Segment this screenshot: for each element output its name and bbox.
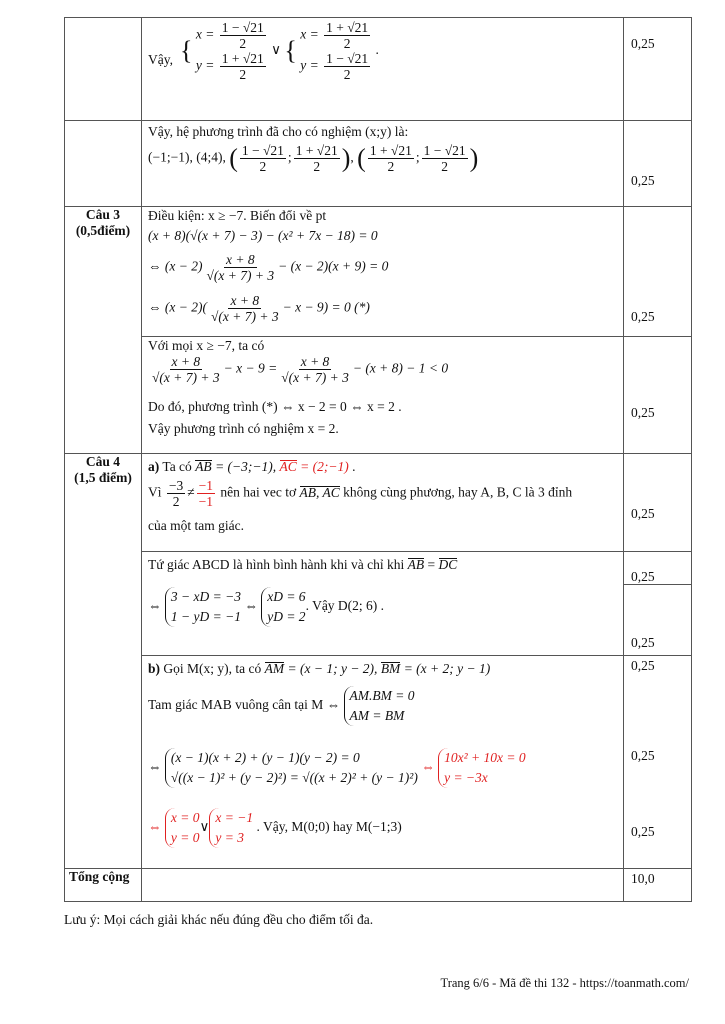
text-line: Do đó, phương trình (*) ⇔ x − 2 = 0 ⇔ x = 2 .	[148, 399, 402, 414]
score-cell	[624, 454, 692, 552]
question-label: Câu 3	[85, 207, 121, 222]
score: 0,25	[631, 824, 655, 839]
equation-line: ⇔ 3 − xD = −3 1 − yD = −1 ⇔ xD = 6 yD = 2. Vậy D(2; 6) .	[148, 587, 384, 627]
score: 0,25	[631, 569, 655, 584]
text-line: Tứ giác ABCD là hình bình hành khi và chỉ khi AB = DC	[148, 557, 458, 572]
equation-line: ⇔ (x − 2) $\frac{x + 8}{√(x + 7) + 3}$ − (x − 2)(x + 9) = 0	[148, 252, 389, 283]
question-cell	[65, 121, 142, 207]
solution-cell	[142, 207, 624, 337]
solution-intro: Vậy, hệ phương trình đã cho có nghiệm (x;y) là:	[148, 124, 409, 139]
condition-line: Điều kiện: x ≥ −7. Biến đổi về pt	[148, 208, 327, 223]
equation-line: ⇔ (x − 2)( $\frac{x + 8}{√(x + 7) + 3}$ − x − 9) = 0 (*)	[148, 293, 370, 324]
score-cell	[624, 207, 692, 337]
conclusion-prefix: Vậy,	[148, 52, 173, 67]
total-cell	[624, 869, 692, 902]
score: 0,25	[631, 309, 655, 324]
score-cell	[624, 656, 692, 869]
equation-line: $\frac{x + 8}{√(x + 7) + 3}$ − x − 9 = $\frac{x + 8}{√(x + 7) + 3}$ − (x + 8) − 1 < 0	[152, 354, 449, 385]
question-points: (1,5 điểm)	[74, 470, 132, 485]
page-footer: Trang 6/6 - Mã đề thi 132 - https://toanmath.com/	[440, 976, 689, 990]
solution-system-1: { x = $\frac{1 - √21}{2}$ y = $\frac{1 + √21}{2}$ ∨ { x = $\frac{1 + √21}{2}$ y = $\frac{1 - √21}{2}$ .	[180, 20, 379, 82]
answer-table	[64, 17, 692, 902]
question-points: (0,5điểm)	[75, 223, 131, 238]
equation-line: ⇔ x = 0 y = 0∨x = −1 y = 3 . Vậy, M(0;0) hay M(−1;3)	[148, 808, 402, 848]
text-line: Vậy phương trình có nghiệm x = 2.	[148, 421, 339, 436]
solution-cell	[142, 656, 624, 869]
total-value: 10,0	[631, 871, 655, 886]
score-cell	[624, 337, 692, 454]
question-cell	[65, 207, 142, 454]
score: 0,25	[631, 405, 655, 420]
question-cell	[65, 454, 142, 869]
text-line: Tam giác MAB vuông cân tại M ⇔ AM.BM = 0 AM = BM	[148, 686, 415, 726]
vector-line: a) Ta có AB = (−3;−1), AC = (2;−1) .	[148, 459, 356, 474]
vector-line: b) Gọi M(x; y), ta có AM = (x − 1; y − 2), BM = (x + 2; y − 1)	[148, 661, 491, 676]
text-line: Với mọi x ≥ −7, ta có	[148, 338, 265, 353]
solution-cell	[142, 121, 624, 207]
score: 0,25	[631, 658, 655, 673]
solution-cell	[142, 552, 624, 656]
solution-set: (−1;−1), (4;4), ( $\frac{1 - √21}{2}$ ; $\frac{1 + √21}{2}$ ), ( $\frac{1 + √21}{2}$ ; $\frac{1 - √21}{2}$ )	[148, 143, 479, 174]
equation-line: ⇔ (x − 1)(x + 2) + (y − 1)(y − 2) = 0 √((x − 1)² + (y − 2)²) = √((x + 2)² + (y − 1)²) ⇔ 10x² + 10x = 0 y = −3x	[148, 748, 526, 788]
solution-cell	[142, 454, 624, 552]
question-label: Câu 4	[85, 454, 121, 469]
score-cell	[624, 18, 692, 121]
score: 0,25	[631, 173, 655, 188]
question-cell	[65, 18, 142, 121]
score: 0,25	[631, 635, 655, 650]
equation-line: (x + 8)(√(x + 7) − 3) − (x² + 7x − 18) = 0	[148, 228, 378, 243]
score: 0,25	[631, 36, 655, 51]
solution-cell	[142, 18, 624, 121]
score-cell	[624, 121, 692, 207]
text-line: Vì $\frac{-3}{2}$ ≠ $\frac{-1}{-1}$ nên hai vec tơ AB, AC không cùng phương, hay A, B, C là 3 đỉnh	[148, 478, 573, 509]
score: 0,25	[631, 748, 655, 763]
total-empty-cell	[142, 869, 624, 902]
total-label: Tổng cộng	[65, 869, 142, 902]
footnote: Lưu ý: Mọi cách giải khác nếu đúng đều cho điểm tối đa.	[64, 912, 374, 927]
solution-cell	[142, 337, 624, 454]
text-line: của một tam giác.	[148, 518, 244, 533]
score: 0,25	[631, 506, 655, 521]
score-cell	[624, 552, 692, 656]
